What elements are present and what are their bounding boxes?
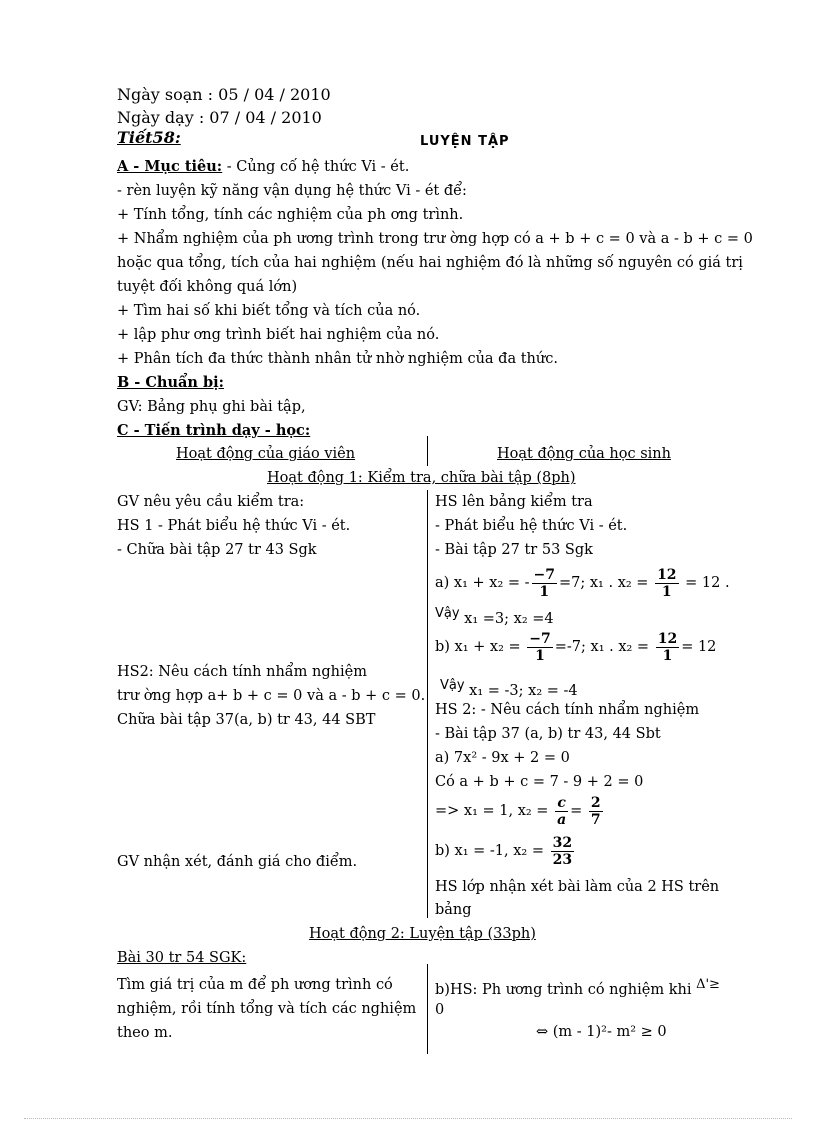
fraction: $\frac{12}{1}$ <box>657 566 677 600</box>
student-line: - Phát biểu hệ thức Vi - ét. <box>435 518 628 534</box>
objective-line: + lập phư ơng trình biết hai nghiệm của nó. <box>117 327 440 343</box>
student-line: - Bài tập 27 tr 53 Sgk <box>435 542 593 558</box>
exercise-b-result: Vậy x₁ = -3; x₂ = -4 <box>440 678 578 699</box>
exercise-a-formula: a) x₁ + x₂ = - $\frac{-7}{1}$ =7; x₁ . x₂ = $\frac{12}{1}$ = 12 . <box>435 566 730 600</box>
column-header-teacher: Hoạt động của giáo viên <box>176 446 356 462</box>
activity1-title: Hoạt động 1: Kiểm tra, chữa bài tập (8ph) <box>267 470 576 486</box>
objective-line: + Tìm hai số khi biết tổng và tích của nó. <box>117 303 421 319</box>
page-bottom-rule <box>24 1118 792 1119</box>
column-header-student: Hoạt động của học sinh <box>497 446 671 462</box>
column-divider-activity1 <box>427 490 428 918</box>
objective-line: tuyệt đối không quá lớn) <box>117 279 298 295</box>
teacher-hs2-line: Chữa bài tập 37(a, b) tr 43, 44 SBT <box>117 712 376 728</box>
student-closing-line: bảng <box>435 902 472 918</box>
delta-symbol: Δ'≥ <box>696 977 720 992</box>
fraction: $\frac{-7}{1}$ <box>529 630 551 664</box>
fraction: $\frac{32}{23}$ <box>552 834 573 868</box>
student-line: HS lên bảng kiểm tra <box>435 494 593 510</box>
fraction: $\frac{c}{a}$ <box>557 794 567 828</box>
column-divider-head <box>427 436 428 466</box>
activity2-title: Hoạt động 2: Luyện tập (33ph) <box>309 926 536 942</box>
objective-line: + Tính tổng, tính các nghiệm của ph ơng trình. <box>117 207 464 223</box>
teacher-hs2-line: trư ờng hợp a+ b + c = 0 và a - b + c = 0. <box>117 688 426 704</box>
exercise-c-formula: => x₁ = 1, x₂ = $\frac{c}{a}$ = $\frac{2}{7}$ <box>435 794 601 828</box>
student-answer-line: b)HS: Ph ương trình có nghiệm khi Δ'≥ <box>435 977 720 998</box>
objective-line: + Phân tích đa thức thành nhân tử nhờ nghiệm của đa thức. <box>117 351 558 367</box>
teacher-line: HS 1 - Phát biểu hệ thức Vi - ét. <box>117 518 351 534</box>
teacher-hs2-line: HS2: Nêu cách tính nhẩm nghiệm <box>117 664 367 680</box>
student-hs2-line: HS 2: - Nêu cách tính nhẩm nghiệm <box>435 702 700 718</box>
lesson-number: Tiết58: <box>117 128 181 147</box>
teacher-closing: GV nhận xét, đánh giá cho điểm. <box>117 854 358 870</box>
objective-line: - rèn luyện kỹ năng vận dụng hệ thức Vi - ét để: <box>117 183 467 199</box>
fraction: $\frac{12}{1}$ <box>657 630 678 664</box>
student-hs2-line: - Bài tập 37 (a, b) tr 43, 44 Sbt <box>435 726 661 742</box>
teacher-line: - Chữa bài tập 27 tr 43 Sgk <box>117 542 317 558</box>
teacher-task-line: theo m. <box>117 1025 173 1041</box>
exercise-d-formula: b) x₁ = -1, x₂ = $\frac{32}{23}$ <box>435 834 573 868</box>
exercise-b-formula: b) x₁ + x₂ = $\frac{-7}{1}$ =-7; x₁ . x₂ = $\frac{12}{1}$ = 12 <box>435 630 717 664</box>
student-closing-line: HS lớp nhận xét bài làm của 2 HS trên <box>435 879 720 895</box>
fraction: $\frac{-7}{1}$ <box>533 566 556 600</box>
exercise-heading: Bài 30 tr 54 SGK: <box>117 950 247 966</box>
objectives-first: - Củng cố hệ thức Vi - ét. <box>222 159 410 175</box>
column-divider-activity2 <box>427 964 428 1054</box>
objective-line: + Nhẩm nghiệm của ph ương trình trong trư ờng hợp có a + b + c = 0 và a - b + c = 0 <box>117 231 753 247</box>
objectives-label: A - Mục tiêu: <box>117 158 223 175</box>
student-answer-line: ⇔ (m - 1)²- m² ≥ 0 <box>536 1024 667 1040</box>
fraction: $\frac{2}{7}$ <box>590 794 601 828</box>
exercise-a-result: Vậy x₁ =3; x₂ =4 <box>435 606 554 627</box>
teacher-task-line: Tìm giá trị của m để ph ương trình có <box>117 977 393 993</box>
preparation-label: B - Chuẩn bị: <box>117 374 224 391</box>
date-taught: Ngày dạy : 07 / 04 / 2010 <box>117 108 322 127</box>
objectives-first-line <box>117 157 409 177</box>
preparation-text: GV: Bảng phụ ghi bài tập, <box>117 399 306 415</box>
student-answer-line: 0 <box>435 1002 445 1018</box>
teacher-task-line: nghiệm, rồi tính tổng và tích các nghiệm <box>117 1001 417 1017</box>
teacher-line: GV nêu yêu cầu kiểm tra: <box>117 494 305 510</box>
objective-line: hoặc qua tổng, tích của hai nghiệm (nếu hai nghiệm đó là những số nguyên có giá trị <box>117 255 743 271</box>
lesson-title: LUYỆN TẬP <box>420 134 510 149</box>
process-label: C - Tiến trình dạy - học: <box>117 422 311 439</box>
date-prepared: Ngày soạn : 05 / 04 / 2010 <box>117 85 331 104</box>
student-hs2-line: a) 7x² - 9x + 2 = 0 <box>435 750 570 766</box>
student-hs2-line: Có a + b + c = 7 - 9 + 2 = 0 <box>435 774 644 790</box>
